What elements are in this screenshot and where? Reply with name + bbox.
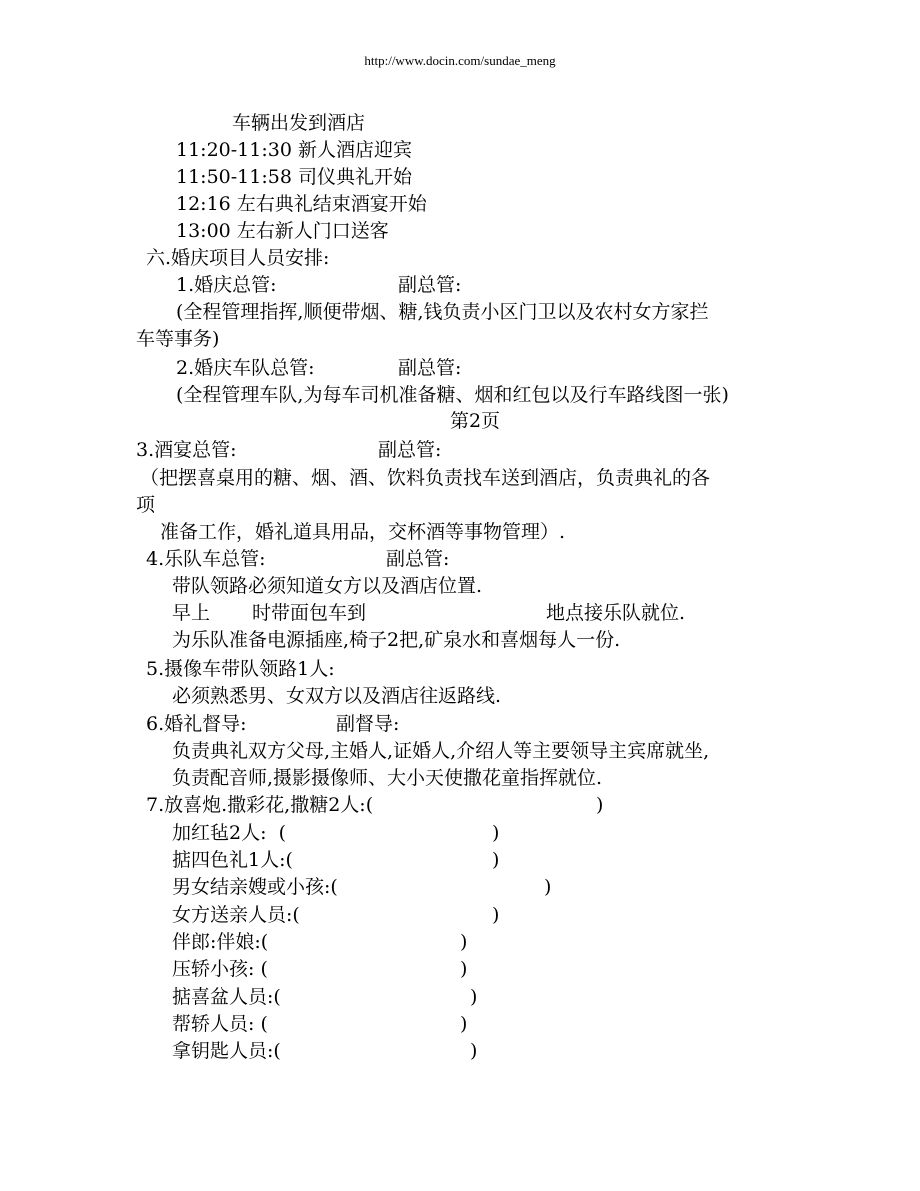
role-escort-child: 男女结亲嫂或小孩:( [172, 876, 338, 898]
item-3-manager: 3.酒宴总管: [136, 439, 237, 461]
item-6-deputy: 副督导: [336, 713, 400, 735]
item-3-note-cont: 项 [136, 494, 156, 516]
item-2-deputy: 副总管: [398, 357, 462, 379]
item-6-line-2: 负责配音师,摄影摄像师、大小天使撒花童指挥就位. [172, 767, 603, 789]
item-2-manager: 2.婚庆车队总管: [176, 357, 315, 379]
item-2-note: (全程管理车队,为每车司机准备糖、烟和红包以及行车路线图一张) [176, 384, 729, 406]
item-4-line-3: 为乐队准备电源插座,椅子2把,矿泉水和喜烟每人一份. [172, 629, 621, 651]
item-4-line-2a: 早上 [172, 602, 211, 624]
role-red-carpet-close: ) [492, 822, 500, 844]
role-key-holder-close: ) [470, 1040, 478, 1062]
item-7-close: ) [596, 794, 604, 816]
page-number [0, 408, 920, 434]
role-sedan-helper: 帮轿人员: ( [172, 1013, 268, 1035]
item-1-deputy: 副总管: [398, 274, 462, 296]
schedule-line-3: 12:16 左右典礼结束酒宴开始 [176, 193, 427, 215]
schedule-depart: 车辆出发到酒店 [232, 112, 366, 134]
schedule-line-2: 11:50-11:58 司仪典礼开始 [176, 166, 412, 188]
item-4-line-2b: 时带面包车到 [252, 602, 367, 624]
role-escort-child-close: ) [544, 876, 552, 898]
page-header-url: http://www.docin.com/sundae_meng [364, 53, 556, 68]
section-title: 六.婚庆项目人员安排: [146, 247, 330, 269]
item-3-note: （把摆喜桌用的糖、烟、酒、饮料负责找车送到酒店，负责典礼的各 [140, 467, 711, 489]
role-basin-carrier-close: ) [470, 986, 478, 1008]
role-sedan-child: 压轿小孩: ( [172, 958, 268, 980]
item-7: 7.放喜炮.撒彩花,撒糖2人:( [146, 794, 374, 816]
item-3-note-end: 准备工作，婚礼道具用品，交杯酒等事物管理）. [160, 521, 566, 543]
item-1-manager: 1.婚庆总管: [176, 274, 277, 296]
role-four-gifts-close: ) [492, 849, 500, 871]
schedule-line-1: 11:20-11:30 新人酒店迎宾 [176, 139, 412, 161]
role-sedan-child-close: ) [460, 958, 468, 980]
role-groomsman-bridesmaid: 伴郎:伴娘:( [172, 931, 269, 953]
item-5-line-1: 必须熟悉男、女双方以及酒店往返路线. [172, 685, 502, 707]
role-bride-escort: 女方送亲人员:( [172, 904, 300, 926]
item-3-deputy: 副总管: [378, 439, 442, 461]
item-6-supervisor: 6.婚礼督导: [146, 713, 247, 735]
role-key-holder: 拿钥匙人员:( [172, 1040, 281, 1062]
role-red-carpet: 加红毡2人: ( [172, 822, 286, 844]
page-number-label: 第2页 [449, 410, 501, 432]
item-4-manager: 4.乐队车总管: [146, 548, 266, 570]
item-1-note-cont: 车等事务) [136, 328, 220, 350]
role-sedan-helper-close: ) [460, 1013, 468, 1035]
item-4-deputy: 副总管: [386, 548, 450, 570]
item-4-line-1: 带队领路必须知道女方以及酒店位置. [172, 575, 483, 597]
role-four-gifts: 掂四色礼1人:( [172, 849, 293, 871]
role-groomsman-bridesmaid-close: ) [460, 931, 468, 953]
item-5: 5.摄像车带队领路1人: [146, 658, 335, 680]
role-bride-escort-close: ) [492, 904, 500, 926]
item-4-line-2c: 地点接乐队就位. [546, 602, 686, 624]
role-basin-carrier: 掂喜盆人员:( [172, 986, 281, 1008]
schedule-line-4: 13:00 左右新人门口送客 [176, 220, 389, 242]
item-6-line-1: 负责典礼双方父母,主婚人,证婚人,介绍人等主要领导主宾席就坐, [172, 740, 710, 762]
item-1-note: (全程管理指挥,顺便带烟、糖,钱负责小区门卫以及农村女方家拦 [176, 301, 709, 323]
